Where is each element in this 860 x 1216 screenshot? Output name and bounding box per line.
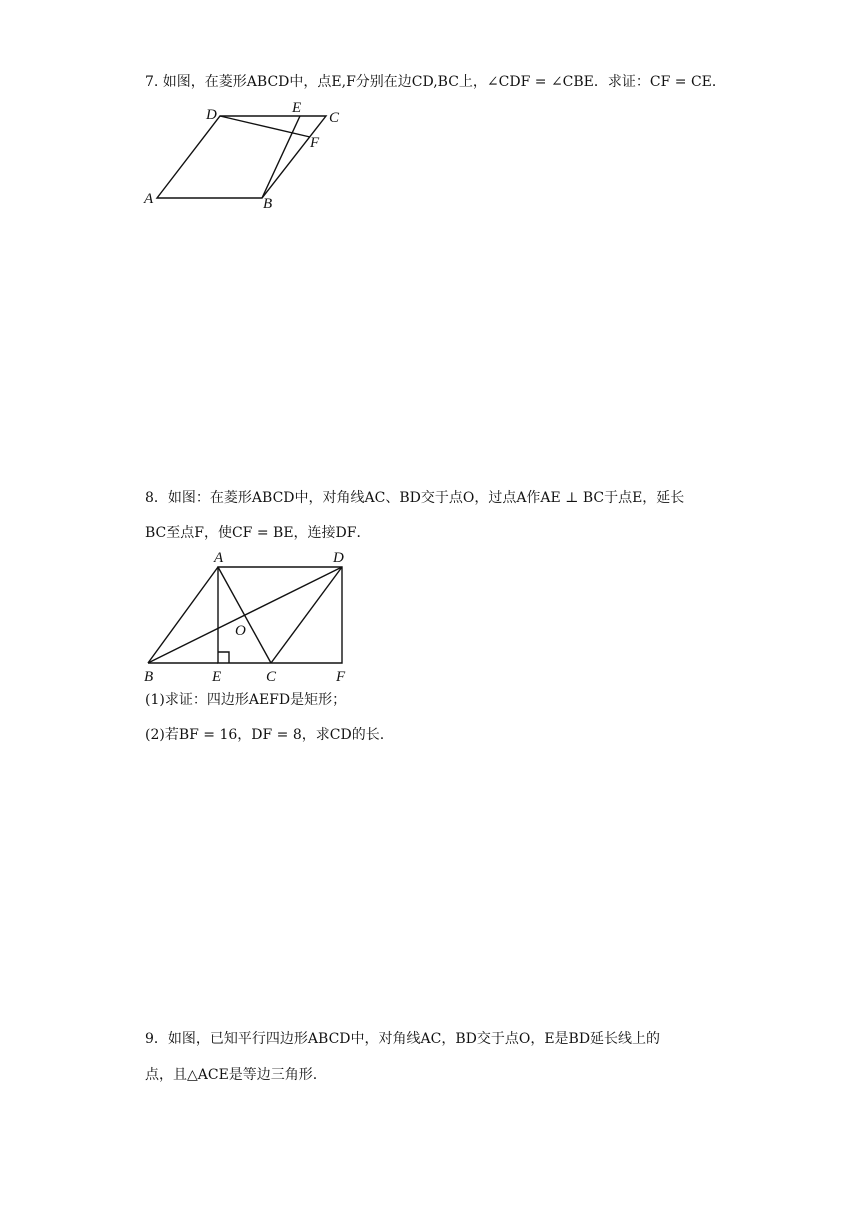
problem-8-figure xyxy=(140,548,370,688)
label-f: F xyxy=(310,135,320,151)
problem-9-statement-line2: 点，且△ACE是等边三角形. xyxy=(145,1067,318,1083)
label-e: E xyxy=(212,669,222,685)
label-b: B xyxy=(263,196,273,210)
rectangle-aefd xyxy=(218,567,342,663)
right-angle-mark xyxy=(218,652,229,663)
label-a: A xyxy=(144,191,154,207)
segment-ac xyxy=(218,567,271,663)
label-d: D xyxy=(333,550,344,566)
label-b: B xyxy=(144,669,154,685)
label-d: D xyxy=(206,107,217,123)
problem-9-statement-line1: 9．如图，已知平行四边形ABCD中，对角线AC，BD交于点O，E是BD延长线上的 xyxy=(145,1031,661,1047)
label-o: O xyxy=(235,623,246,639)
label-f: F xyxy=(336,669,346,685)
problem-8-statement-line1: 8．如图：在菱形ABCD中，对角线AC、BD交于点O，过点A作AE ⊥ BC于点E，延长 xyxy=(145,490,685,506)
segment-cd xyxy=(271,567,342,663)
problem-7-statement: 7. 如图，在菱形ABCD中，点E,F分别在边CD,BC上，∠CDF = ∠CBE．求证：CF = CE． xyxy=(145,74,726,90)
label-e: E xyxy=(292,100,302,116)
label-a: A xyxy=(214,550,224,566)
label-c: C xyxy=(266,669,277,685)
problem-8-part-2: (2)若BF = 16，DF = 8，求CD的长. xyxy=(145,727,385,743)
rhombus-abcd xyxy=(157,116,326,198)
problem-8-part-1: (1)求证：四边形AEFD是矩形； xyxy=(145,692,347,708)
label-c: C xyxy=(329,110,340,126)
problem-7-figure xyxy=(140,100,360,210)
segment-df xyxy=(220,116,310,137)
segment-ab xyxy=(148,567,218,663)
problem-8-statement-line2: BC至点F，使CF = BE，连接DF． xyxy=(145,525,371,541)
